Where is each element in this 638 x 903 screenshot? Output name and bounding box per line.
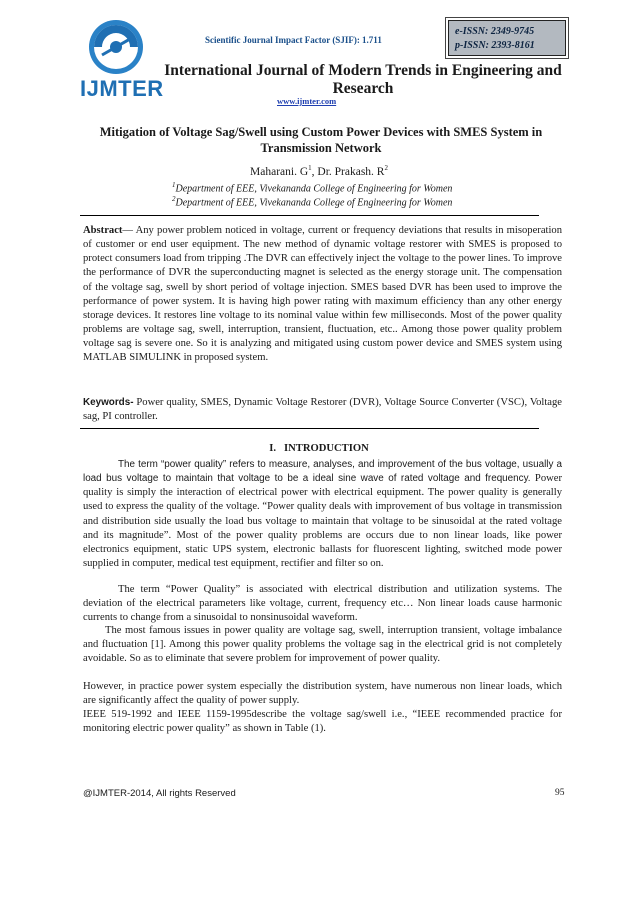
divider-keywords bbox=[80, 428, 539, 429]
section-title: INTRODUCTION bbox=[284, 443, 369, 454]
abstract-label: Abstract bbox=[83, 225, 123, 236]
affiliation-1-text: Department of EEE, Vivekananda College of Engineering for Women bbox=[175, 183, 453, 195]
intro-paragraph-4: However, in practice power system especially the distribution system, have numerous non linear loads, which are significantly affect the quality of power supply. bbox=[83, 681, 562, 707]
affiliation-1-sup: 1 bbox=[172, 181, 176, 189]
page-number: 95 bbox=[555, 788, 565, 798]
issn-box bbox=[448, 20, 566, 56]
divider-top bbox=[80, 215, 539, 216]
abstract-text: — Any power problem noticed in voltage, current or frequency deviations that results in misoperation of customer or end user equipment. The new method of dynamic voltage restorer with SMES is proposed to protect consumers load from tripping .The DVR can effectively inject the voltage to the power lines. To improve the performance of DVR the superconducting magnet is selected as the energy storage unit. The compensation of the voltage sag, swell by short period of voltage injection. SMES based DVR has been used to improve the performance of power system. It is having high power rating with maximum efficiency than any other energy storage devices. It restores line voltage to its nominal value within few milliseconds. Most of the power quality problems are voltage sag, swell, interruption, transient, fluctuation, etc.. Among those power quality problem voltage sag is severe one. So it is analyzing and mitigated using custom power device and SMES system using MATLAB SIMULINK in proposed system. bbox=[83, 225, 562, 364]
section-number: I. bbox=[269, 443, 276, 454]
affiliation-2-text: Department of EEE, Vivekananda College of Engineering for Women bbox=[175, 197, 453, 209]
affiliation-1 bbox=[172, 181, 452, 194]
intro-p1-rest: Power quality is simply the interaction of electrical power with electrical equipment. The power quality is generally used to express the quality of the voltage. “Power quality deals with improvement of bus voltage in transmission and distribution side usually the load bus voltage to maintain that voltage to be sinusoidal at the rated voltage and its magnitude”. Most of the power quality problems are occurs due to non linear loads, like power electronics equipment, static UPS system, electronic ballasts for fluorescent lighting, switched mode power supplied in computer, medical test equipment, rectifier and filter so on. bbox=[83, 473, 562, 570]
footer-copyright: @IJMTER-2014, All rights Reserved bbox=[83, 788, 236, 799]
pissn: p-ISSN: 2393-8161 bbox=[455, 40, 535, 51]
section-heading bbox=[0, 443, 638, 454]
journal-url-link[interactable]: www.ijmter.com bbox=[277, 96, 337, 106]
author-1: Maharani. G bbox=[250, 165, 309, 178]
intro-paragraph-5: IEEE 519-1992 and IEEE 1159-1995describe the voltage sag/swell i.e., “IEEE recommended practice for monitoring electric power quality” as shown in Table (1). bbox=[83, 709, 562, 735]
impact-factor: Scientific Journal Impact Factor (SJIF): 1.711 bbox=[205, 35, 382, 45]
paper-title: Mitigation of Voltage Sag/Swell using Custom Power Devices with SMES System in Transmission Network bbox=[99, 125, 543, 155]
intro-p1-sans: The term “power quality” refers to measure, analyses, and improvement of the bus voltage, usually a load bus voltage to maintain that voltage to be a ideal sine wave of rated voltage and frequency. bbox=[83, 459, 562, 485]
keywords-label: Keywords- bbox=[83, 397, 134, 408]
author-2-sup: 2 bbox=[384, 164, 388, 172]
intro-paragraph-1 bbox=[83, 458, 562, 571]
authors bbox=[0, 164, 638, 178]
abstract bbox=[83, 224, 562, 366]
intro-paragraph-2: The term “Power Quality” is associated with electrical distribution and utilization systems. The deviation of the electrical parameters like voltage, current, frequency etc… Non linear loads cause harmonic currents to change from a sinusoidal to nonsinusoidal waveform. bbox=[83, 584, 562, 624]
logo-wordmark: IJMTER bbox=[80, 76, 164, 101]
keywords bbox=[83, 396, 562, 424]
affiliation-2 bbox=[172, 195, 452, 208]
author-1-sup: 1 bbox=[308, 164, 312, 172]
intro-paragraph-3: The most famous issues in power quality are voltage sag, swell, interruption transient, voltage imbalance and fluctuation [1]. Among this power quality problems the voltage sag in the electrical grid is not completely avoidable. So as to eliminate that severe problem for improvement of power quality. bbox=[83, 625, 562, 665]
eissn: e-ISSN: 2349-9745 bbox=[455, 26, 535, 37]
affiliation-2-sup: 2 bbox=[172, 195, 176, 203]
author-2: , Dr. Prakash. R bbox=[311, 165, 385, 178]
journal-title: International Journal of Modern Trends in Engineering and Research bbox=[164, 62, 562, 97]
keywords-text: Power quality, SMES, Dynamic Voltage Restorer (DVR), Voltage Source Converter (VSC), Voltage sag, PI controller. bbox=[83, 397, 562, 423]
